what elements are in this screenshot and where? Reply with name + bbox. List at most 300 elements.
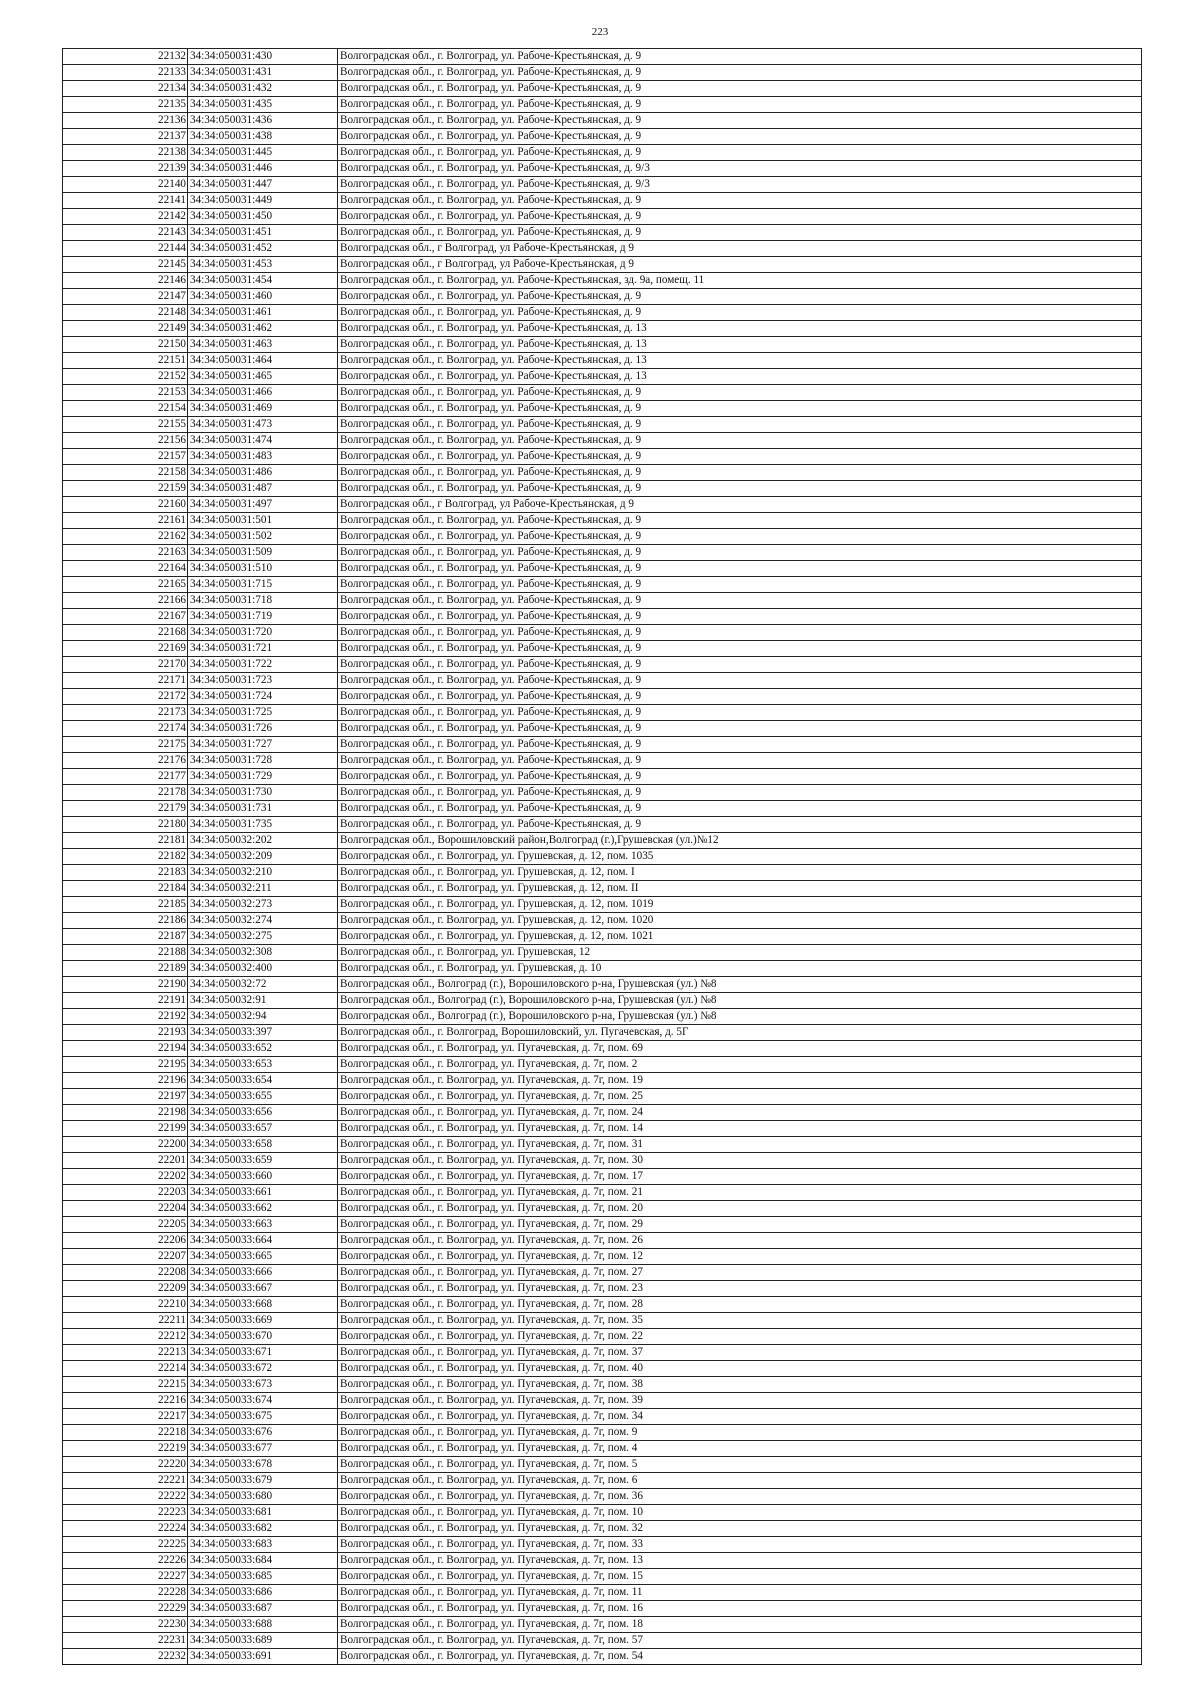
address-cell: Волгоградская обл., г. Волгоград, ул. Рабоче-Крестьянская, д. 9 [338, 417, 1142, 433]
table-row [63, 1169, 1142, 1185]
cadastral-number-cell: 34:34:050031:726 [188, 721, 338, 737]
row-number-cell: 22149 [63, 321, 188, 337]
cadastral-number-cell: 34:34:050033:684 [188, 1553, 338, 1569]
row-number-cell: 22156 [63, 433, 188, 449]
row-number-cell: 22198 [63, 1105, 188, 1121]
row-number-cell: 22166 [63, 593, 188, 609]
table-row [63, 769, 1142, 785]
row-number-cell: 22161 [63, 513, 188, 529]
address-cell: Волгоградская обл., г. Волгоград, ул. Рабоче-Крестьянская, д. 9 [338, 529, 1142, 545]
row-number-cell: 22146 [63, 273, 188, 289]
address-cell: Волгоградская обл., г. Волгоград, ул. Рабоче-Крестьянская, д. 9 [338, 433, 1142, 449]
address-cell: Волгоградская обл., г Волгоград, ул Рабоче-Крестьянская, д 9 [338, 241, 1142, 257]
address-cell: Волгоградская обл., г. Волгоград, ул. Рабоче-Крестьянская, д. 9 [338, 385, 1142, 401]
cadastral-number-cell: 34:34:050033:665 [188, 1249, 338, 1265]
address-cell: Волгоградская обл., г. Волгоград, ул. Рабоче-Крестьянская, д. 9 [338, 705, 1142, 721]
cadastral-number-cell: 34:34:050033:688 [188, 1617, 338, 1633]
table-row [63, 849, 1142, 865]
cadastral-number-cell: 34:34:050033:683 [188, 1537, 338, 1553]
address-cell: Волгоградская обл., г. Волгоград, ул. Рабоче-Крестьянская, д. 9 [338, 753, 1142, 769]
address-cell: Волгоградская обл., г. Волгоград, ул. Пугачевская, д. 7г, пом. 11 [338, 1585, 1142, 1601]
address-cell: Волгоградская обл., г. Волгоград, ул. Рабоче-Крестьянская, д. 9 [338, 513, 1142, 529]
address-cell: Волгоградская обл., г. Волгоград, ул. Рабоче-Крестьянская, д. 9 [338, 81, 1142, 97]
cadastral-number-cell: 34:34:050031:445 [188, 145, 338, 161]
address-cell: Волгоградская обл., г. Волгоград, ул. Рабоче-Крестьянская, д. 9 [338, 65, 1142, 81]
address-cell: Волгоградская обл., г. Волгоград, ул. Грушевская, д. 12, пом. II [338, 881, 1142, 897]
table-row [63, 1025, 1142, 1041]
table-row [63, 1313, 1142, 1329]
cadastral-number-cell: 34:34:050031:727 [188, 737, 338, 753]
address-cell: Волгоградская обл., г. Волгоград, ул. Пугачевская, д. 7г, пом. 37 [338, 1345, 1142, 1361]
address-cell: Волгоградская обл., г. Волгоград, ул. Пугачевская, д. 7г, пом. 57 [338, 1633, 1142, 1649]
table-row [63, 1073, 1142, 1089]
cadastral-number-cell: 34:34:050033:673 [188, 1377, 338, 1393]
cadastral-number-cell: 34:34:050031:460 [188, 289, 338, 305]
cadastral-number-cell: 34:34:050033:685 [188, 1569, 338, 1585]
table-row [63, 1649, 1142, 1665]
row-number-cell: 22135 [63, 97, 188, 113]
table-row [63, 1633, 1142, 1649]
cadastral-number-cell: 34:34:050031:473 [188, 417, 338, 433]
row-number-cell: 22186 [63, 913, 188, 929]
row-number-cell: 22212 [63, 1329, 188, 1345]
cadastral-number-cell: 34:34:050033:662 [188, 1201, 338, 1217]
cadastral-number-cell: 34:34:050033:657 [188, 1121, 338, 1137]
row-number-cell: 22141 [63, 193, 188, 209]
row-number-cell: 22153 [63, 385, 188, 401]
table-row [63, 1121, 1142, 1137]
row-number-cell: 22231 [63, 1633, 188, 1649]
row-number-cell: 22165 [63, 577, 188, 593]
row-number-cell: 22199 [63, 1121, 188, 1137]
address-cell: Волгоградская обл., г. Волгоград, ул. Грушевская, 12 [338, 945, 1142, 961]
row-number-cell: 22224 [63, 1521, 188, 1537]
row-number-cell: 22168 [63, 625, 188, 641]
row-number-cell: 22190 [63, 977, 188, 993]
row-number-cell: 22222 [63, 1489, 188, 1505]
address-cell: Волгоградская обл., г. Волгоград, ул. Грушевская, д. 12, пом. I [338, 865, 1142, 881]
address-cell: Волгоградская обл., г. Волгоград, ул. Рабоче-Крестьянская, д. 9 [338, 625, 1142, 641]
row-number-cell: 22184 [63, 881, 188, 897]
row-number-cell: 22208 [63, 1265, 188, 1281]
address-cell: Волгоградская обл., г. Волгоград, ул. Рабоче-Крестьянская, д. 9 [338, 673, 1142, 689]
table-row [63, 1345, 1142, 1361]
address-cell: Волгоградская обл., г. Волгоград, ул. Рабоче-Крестьянская, д. 9 [338, 481, 1142, 497]
cadastral-number-cell: 34:34:050031:463 [188, 337, 338, 353]
row-number-cell: 22152 [63, 369, 188, 385]
row-number-cell: 22172 [63, 689, 188, 705]
row-number-cell: 22227 [63, 1569, 188, 1585]
row-number-cell: 22180 [63, 817, 188, 833]
address-cell: Волгоградская обл., г. Волгоград, ул. Пугачевская, д. 7г, пом. 32 [338, 1521, 1142, 1537]
cadastral-number-cell: 34:34:050031:464 [188, 353, 338, 369]
table-row [63, 1361, 1142, 1377]
row-number-cell: 22211 [63, 1313, 188, 1329]
row-number-cell: 22221 [63, 1473, 188, 1489]
cadastral-number-cell: 34:34:050031:718 [188, 593, 338, 609]
address-cell: Волгоградская обл., г. Волгоград, ул. Рабоче-Крестьянская, д. 13 [338, 369, 1142, 385]
table-row [63, 801, 1142, 817]
table-row [63, 193, 1142, 209]
address-cell: Волгоградская обл., г. Волгоград, ул. Пугачевская, д. 7г, пом. 6 [338, 1473, 1142, 1489]
cadastral-number-cell: 34:34:050032:275 [188, 929, 338, 945]
address-cell: Волгоградская обл., г. Волгоград, ул. Грушевская, д. 12, пом. 1019 [338, 897, 1142, 913]
cadastral-number-cell: 34:34:050033:656 [188, 1105, 338, 1121]
cadastral-number-cell: 34:34:050031:431 [188, 65, 338, 81]
table-row [63, 1329, 1142, 1345]
table-row [63, 625, 1142, 641]
address-cell: Волгоградская обл., г. Волгоград, ул. Рабоче-Крестьянская, д. 9 [338, 689, 1142, 705]
row-number-cell: 22157 [63, 449, 188, 465]
cadastral-number-cell: 34:34:050033:681 [188, 1505, 338, 1521]
cadastral-number-cell: 34:34:050033:686 [188, 1585, 338, 1601]
cadastral-number-cell: 34:34:050031:483 [188, 449, 338, 465]
cadastral-number-cell: 34:34:050031:730 [188, 785, 338, 801]
cadastral-number-cell: 34:34:050033:676 [188, 1425, 338, 1441]
table-row [63, 353, 1142, 369]
address-cell: Волгоградская обл., г. Волгоград, ул. Рабоче-Крестьянская, д. 9 [338, 801, 1142, 817]
address-cell: Волгоградская обл., г. Волгоград, ул. Пугачевская, д. 7г, пом. 4 [338, 1441, 1142, 1457]
cadastral-number-cell: 34:34:050031:728 [188, 753, 338, 769]
cadastral-number-cell: 34:34:050031:436 [188, 113, 338, 129]
address-cell: Волгоградская обл., г. Волгоград, ул. Рабоче-Крестьянская, д. 9 [338, 129, 1142, 145]
table-row [63, 401, 1142, 417]
table-row [63, 881, 1142, 897]
row-number-cell: 22134 [63, 81, 188, 97]
table-row [63, 257, 1142, 273]
table-row [63, 513, 1142, 529]
table-row [63, 561, 1142, 577]
row-number-cell: 22133 [63, 65, 188, 81]
table-row [63, 529, 1142, 545]
row-number-cell: 22191 [63, 993, 188, 1009]
registry-table-body [63, 49, 1142, 1665]
table-row [63, 817, 1142, 833]
table-row [63, 833, 1142, 849]
address-cell: Волгоградская обл., Ворошиловский район,Волгоград (г.),Грушевская (ул.)№12 [338, 833, 1142, 849]
cadastral-number-cell: 34:34:050033:667 [188, 1281, 338, 1297]
cadastral-number-cell: 34:34:050033:660 [188, 1169, 338, 1185]
table-row [63, 721, 1142, 737]
row-number-cell: 22136 [63, 113, 188, 129]
cadastral-number-cell: 34:34:050033:653 [188, 1057, 338, 1073]
address-cell: Волгоградская обл., г. Волгоград, ул. Рабоче-Крестьянская, д. 9 [338, 449, 1142, 465]
row-number-cell: 22230 [63, 1617, 188, 1633]
row-number-cell: 22203 [63, 1185, 188, 1201]
address-cell: Волгоградская обл., г. Волгоград, ул. Рабоче-Крестьянская, д. 9 [338, 817, 1142, 833]
address-cell: Волгоградская обл., г. Волгоград, ул. Пугачевская, д. 7г, пом. 34 [338, 1409, 1142, 1425]
address-cell: Волгоградская обл., г. Волгоград, ул. Пугачевская, д. 7г, пом. 33 [338, 1537, 1142, 1553]
address-cell: Волгоградская обл., г. Волгоград, ул. Рабоче-Крестьянская, д. 9 [338, 49, 1142, 65]
table-row [63, 609, 1142, 625]
cadastral-number-cell: 34:34:050032:308 [188, 945, 338, 961]
row-number-cell: 22228 [63, 1585, 188, 1601]
cadastral-number-cell: 34:34:050032:274 [188, 913, 338, 929]
address-cell: Волгоградская обл., г. Волгоград, ул. Рабоче-Крестьянская, д. 9 [338, 225, 1142, 241]
row-number-cell: 22158 [63, 465, 188, 481]
address-cell: Волгоградская обл., г. Волгоград, ул. Рабоче-Крестьянская, д. 9 [338, 769, 1142, 785]
row-number-cell: 22223 [63, 1505, 188, 1521]
cadastral-number-cell: 34:34:050033:691 [188, 1649, 338, 1665]
cadastral-number-cell: 34:34:050031:720 [188, 625, 338, 641]
cadastral-number-cell: 34:34:050033:671 [188, 1345, 338, 1361]
address-cell: Волгоградская обл., г. Волгоград, ул. Пугачевская, д. 7г, пом. 30 [338, 1153, 1142, 1169]
cadastral-number-cell: 34:34:050033:687 [188, 1601, 338, 1617]
address-cell: Волгоградская обл., Волгоград (г.), Ворошиловского р-на, Грушевская (ул.) №8 [338, 1009, 1142, 1025]
cadastral-number-cell: 34:34:050033:655 [188, 1089, 338, 1105]
row-number-cell: 22206 [63, 1233, 188, 1249]
row-number-cell: 22226 [63, 1553, 188, 1569]
address-cell: Волгоградская обл., г. Волгоград, ул. Пугачевская, д. 7г, пом. 16 [338, 1601, 1142, 1617]
row-number-cell: 22151 [63, 353, 188, 369]
address-cell: Волгоградская обл., г. Волгоград, ул. Пугачевская, д. 7г, пом. 35 [338, 1313, 1142, 1329]
address-cell: Волгоградская обл., г. Волгоград, ул. Грушевская, д. 12, пом. 1035 [338, 849, 1142, 865]
row-number-cell: 22173 [63, 705, 188, 721]
table-row [63, 305, 1142, 321]
row-number-cell: 22192 [63, 1009, 188, 1025]
address-cell: Волгоградская обл., г. Волгоград, ул. Пугачевская, д. 7г, пом. 19 [338, 1073, 1142, 1089]
table-row [63, 449, 1142, 465]
address-cell: Волгоградская обл., г. Волгоград, ул. Рабоче-Крестьянская, д. 9 [338, 593, 1142, 609]
address-cell: Волгоградская обл., г. Волгоград, ул. Пугачевская, д. 7г, пом. 31 [338, 1137, 1142, 1153]
row-number-cell: 22178 [63, 785, 188, 801]
cadastral-number-cell: 34:34:050032:202 [188, 833, 338, 849]
cadastral-number-cell: 34:34:050031:715 [188, 577, 338, 593]
address-cell: Волгоградская обл., г. Волгоград, ул. Рабоче-Крестьянская, д. 9/3 [338, 161, 1142, 177]
cadastral-number-cell: 34:34:050031:465 [188, 369, 338, 385]
cadastral-number-cell: 34:34:050033:654 [188, 1073, 338, 1089]
cadastral-number-cell: 34:34:050031:462 [188, 321, 338, 337]
row-number-cell: 22148 [63, 305, 188, 321]
table-row [63, 913, 1142, 929]
cadastral-number-cell: 34:34:050033:675 [188, 1409, 338, 1425]
address-cell: Волгоградская обл., г. Волгоград, ул. Пугачевская, д. 7г, пом. 40 [338, 1361, 1142, 1377]
table-row [63, 1473, 1142, 1489]
address-cell: Волгоградская обл., г. Волгоград, ул. Пугачевская, д. 7г, пом. 54 [338, 1649, 1142, 1665]
row-number-cell: 22140 [63, 177, 188, 193]
row-number-cell: 22187 [63, 929, 188, 945]
row-number-cell: 22163 [63, 545, 188, 561]
table-row [63, 1297, 1142, 1313]
address-cell: Волгоградская обл., г. Волгоград, ул. Рабоче-Крестьянская, д. 9 [338, 785, 1142, 801]
table-row [63, 289, 1142, 305]
row-number-cell: 22144 [63, 241, 188, 257]
cadastral-number-cell: 34:34:050031:719 [188, 609, 338, 625]
cadastral-number-cell: 34:34:050033:652 [188, 1041, 338, 1057]
address-cell: Волгоградская обл., г. Волгоград, ул. Рабоче-Крестьянская, д. 9 [338, 657, 1142, 673]
address-cell: Волгоградская обл., г. Волгоград, ул. Рабоче-Крестьянская, д. 9 [338, 305, 1142, 321]
row-number-cell: 22154 [63, 401, 188, 417]
table-row [63, 945, 1142, 961]
row-number-cell: 22218 [63, 1425, 188, 1441]
cadastral-number-cell: 34:34:050031:447 [188, 177, 338, 193]
cadastral-number-cell: 34:34:050032:210 [188, 865, 338, 881]
row-number-cell: 22142 [63, 209, 188, 225]
row-number-cell: 22175 [63, 737, 188, 753]
table-row [63, 113, 1142, 129]
cadastral-number-cell: 34:34:050031:454 [188, 273, 338, 289]
address-cell: Волгоградская обл., г. Волгоград, ул. Пугачевская, д. 7г, пом. 69 [338, 1041, 1142, 1057]
address-cell: Волгоградская обл., г. Волгоград, ул. Пугачевская, д. 7г, пом. 12 [338, 1249, 1142, 1265]
cadastral-number-cell: 34:34:050031:486 [188, 465, 338, 481]
table-row [63, 1489, 1142, 1505]
table-row [63, 337, 1142, 353]
row-number-cell: 22181 [63, 833, 188, 849]
cadastral-number-cell: 34:34:050032:91 [188, 993, 338, 1009]
address-cell: Волгоградская обл., г. Волгоград, ул. Рабоче-Крестьянская, д. 9 [338, 465, 1142, 481]
row-number-cell: 22194 [63, 1041, 188, 1057]
table-row [63, 1265, 1142, 1281]
cadastral-number-cell: 34:34:050033:659 [188, 1153, 338, 1169]
address-cell: Волгоградская обл., г. Волгоград, ул. Грушевская, д. 10 [338, 961, 1142, 977]
cadastral-number-cell: 34:34:050031:474 [188, 433, 338, 449]
table-row [63, 273, 1142, 289]
table-row [63, 593, 1142, 609]
table-row [63, 1425, 1142, 1441]
row-number-cell: 22197 [63, 1089, 188, 1105]
row-number-cell: 22132 [63, 49, 188, 65]
row-number-cell: 22193 [63, 1025, 188, 1041]
cadastral-number-cell: 34:34:050031:451 [188, 225, 338, 241]
row-number-cell: 22232 [63, 1649, 188, 1665]
cadastral-number-cell: 34:34:050031:501 [188, 513, 338, 529]
address-cell: Волгоградская обл., г. Волгоград, ул. Грушевская, д. 12, пом. 1021 [338, 929, 1142, 945]
row-number-cell: 22210 [63, 1297, 188, 1313]
table-row [63, 1201, 1142, 1217]
table-row [63, 161, 1142, 177]
address-cell: Волгоградская обл., Волгоград (г.), Ворошиловского р-на, Грушевская (ул.) №8 [338, 977, 1142, 993]
address-cell: Волгоградская обл., г. Волгоград, ул. Рабоче-Крестьянская, д. 9 [338, 721, 1142, 737]
address-cell: Волгоградская обл., г. Волгоград, ул. Рабоче-Крестьянская, д. 9 [338, 113, 1142, 129]
cadastral-number-cell: 34:34:050033:664 [188, 1233, 338, 1249]
cadastral-number-cell: 34:34:050031:722 [188, 657, 338, 673]
cadastral-number-cell: 34:34:050031:449 [188, 193, 338, 209]
address-cell: Волгоградская обл., г. Волгоград, ул. Рабоче-Крестьянская, д. 9 [338, 545, 1142, 561]
cadastral-number-cell: 34:34:050033:674 [188, 1393, 338, 1409]
row-number-cell: 22159 [63, 481, 188, 497]
row-number-cell: 22167 [63, 609, 188, 625]
cadastral-number-cell: 34:34:050031:725 [188, 705, 338, 721]
cadastral-number-cell: 34:34:050031:446 [188, 161, 338, 177]
row-number-cell: 22171 [63, 673, 188, 689]
table-row [63, 865, 1142, 881]
table-row [63, 209, 1142, 225]
row-number-cell: 22201 [63, 1153, 188, 1169]
table-row [63, 1153, 1142, 1169]
table-row [63, 81, 1142, 97]
address-cell: Волгоградская обл., г. Волгоград, ул. Пугачевская, д. 7г, пом. 20 [338, 1201, 1142, 1217]
address-cell: Волгоградская обл., г. Волгоград, ул. Рабоче-Крестьянская, д. 13 [338, 337, 1142, 353]
cadastral-number-cell: 34:34:050033:682 [188, 1521, 338, 1537]
cadastral-number-cell: 34:34:050031:497 [188, 497, 338, 513]
cadastral-number-cell: 34:34:050031:461 [188, 305, 338, 321]
address-cell: Волгоградская обл., г. Волгоград, ул. Пугачевская, д. 7г, пом. 22 [338, 1329, 1142, 1345]
table-row [63, 1009, 1142, 1025]
row-number-cell: 22229 [63, 1601, 188, 1617]
cadastral-number-cell: 34:34:050032:400 [188, 961, 338, 977]
cadastral-number-cell: 34:34:050031:724 [188, 689, 338, 705]
row-number-cell: 22145 [63, 257, 188, 273]
address-cell: Волгоградская обл., г. Волгоград, ул. Рабоче-Крестьянская, д. 9 [338, 209, 1142, 225]
address-cell: Волгоградская обл., г Волгоград, ул Рабоче-Крестьянская, д 9 [338, 257, 1142, 273]
cadastral-number-cell: 34:34:050031:450 [188, 209, 338, 225]
table-row [63, 1089, 1142, 1105]
table-row [63, 753, 1142, 769]
row-number-cell: 22219 [63, 1441, 188, 1457]
address-cell: Волгоградская обл., г. Волгоград, ул. Рабоче-Крестьянская, д. 9 [338, 737, 1142, 753]
table-row [63, 657, 1142, 673]
row-number-cell: 22182 [63, 849, 188, 865]
table-row [63, 177, 1142, 193]
cadastral-number-cell: 34:34:050032:273 [188, 897, 338, 913]
address-cell: Волгоградская обл., г. Волгоград, ул. Рабоче-Крестьянская, д. 9 [338, 97, 1142, 113]
address-cell: Волгоградская обл., г. Волгоград, ул. Рабоче-Крестьянская, д. 9 [338, 561, 1142, 577]
table-row [63, 385, 1142, 401]
table-row [63, 1569, 1142, 1585]
address-cell: Волгоградская обл., Волгоград (г.), Ворошиловского р-на, Грушевская (ул.) №8 [338, 993, 1142, 1009]
address-cell: Волгоградская обл., г. Волгоград, ул. Рабоче-Крестьянская, д. 9 [338, 577, 1142, 593]
table-row [63, 1377, 1142, 1393]
address-cell: Волгоградская обл., г Волгоград, ул Рабоче-Крестьянская, д 9 [338, 497, 1142, 513]
table-row [63, 897, 1142, 913]
address-cell: Волгоградская обл., г. Волгоград, ул. Пугачевская, д. 7г, пом. 9 [338, 1425, 1142, 1441]
table-row [63, 1457, 1142, 1473]
address-cell: Волгоградская обл., г. Волгоград, Ворошиловский, ул. Пугачевская, д. 5Г [338, 1025, 1142, 1041]
address-cell: Волгоградская обл., г. Волгоград, ул. Грушевская, д. 12, пом. 1020 [338, 913, 1142, 929]
row-number-cell: 22202 [63, 1169, 188, 1185]
row-number-cell: 22155 [63, 417, 188, 433]
table-row [63, 1057, 1142, 1073]
table-row [63, 1617, 1142, 1633]
cadastral-number-cell: 34:34:050033:670 [188, 1329, 338, 1345]
row-number-cell: 22209 [63, 1281, 188, 1297]
cadastral-number-cell: 34:34:050031:466 [188, 385, 338, 401]
address-cell: Волгоградская обл., г. Волгоград, ул. Рабоче-Крестьянская, д. 9 [338, 401, 1142, 417]
cadastral-number-cell: 34:34:050033:669 [188, 1313, 338, 1329]
cadastral-number-cell: 34:34:050031:723 [188, 673, 338, 689]
address-cell: Волгоградская обл., г. Волгоград, ул. Рабоче-Крестьянская, д. 9/3 [338, 177, 1142, 193]
address-cell: Волгоградская обл., г. Волгоград, ул. Пугачевская, д. 7г, пом. 10 [338, 1505, 1142, 1521]
table-row [63, 1601, 1142, 1617]
cadastral-number-cell: 34:34:050033:666 [188, 1265, 338, 1281]
address-cell: Волгоградская обл., г. Волгоград, ул. Пугачевская, д. 7г, пом. 27 [338, 1265, 1142, 1281]
cadastral-number-cell: 34:34:050031:435 [188, 97, 338, 113]
address-cell: Волгоградская обл., г. Волгоград, ул. Рабоче-Крестьянская, д. 13 [338, 321, 1142, 337]
row-number-cell: 22147 [63, 289, 188, 305]
address-cell: Волгоградская обл., г. Волгоград, ул. Пугачевская, д. 7г, пом. 17 [338, 1169, 1142, 1185]
address-cell: Волгоградская обл., г. Волгоград, ул. Пугачевская, д. 7г, пом. 21 [338, 1185, 1142, 1201]
table-row [63, 929, 1142, 945]
address-cell: Волгоградская обл., г. Волгоград, ул. Пугачевская, д. 7г, пом. 38 [338, 1377, 1142, 1393]
row-number-cell: 22139 [63, 161, 188, 177]
table-row [63, 1553, 1142, 1569]
table-row [63, 673, 1142, 689]
cadastral-number-cell: 34:34:050032:72 [188, 977, 338, 993]
address-cell: Волгоградская обл., г. Волгоград, ул. Рабоче-Крестьянская, д. 13 [338, 353, 1142, 369]
row-number-cell: 22185 [63, 897, 188, 913]
address-cell: Волгоградская обл., г. Волгоград, ул. Пугачевская, д. 7г, пом. 25 [338, 1089, 1142, 1105]
address-cell: Волгоградская обл., г. Волгоград, ул. Пугачевская, д. 7г, пом. 2 [338, 1057, 1142, 1073]
row-number-cell: 22170 [63, 657, 188, 673]
cadastral-number-cell: 34:34:050033:680 [188, 1489, 338, 1505]
address-cell: Волгоградская обл., г. Волгоград, ул. Пугачевская, д. 7г, пом. 15 [338, 1569, 1142, 1585]
row-number-cell: 22137 [63, 129, 188, 145]
row-number-cell: 22183 [63, 865, 188, 881]
table-row [63, 481, 1142, 497]
cadastral-number-cell: 34:34:050031:721 [188, 641, 338, 657]
table-row [63, 1393, 1142, 1409]
cadastral-number-cell: 34:34:050031:510 [188, 561, 338, 577]
